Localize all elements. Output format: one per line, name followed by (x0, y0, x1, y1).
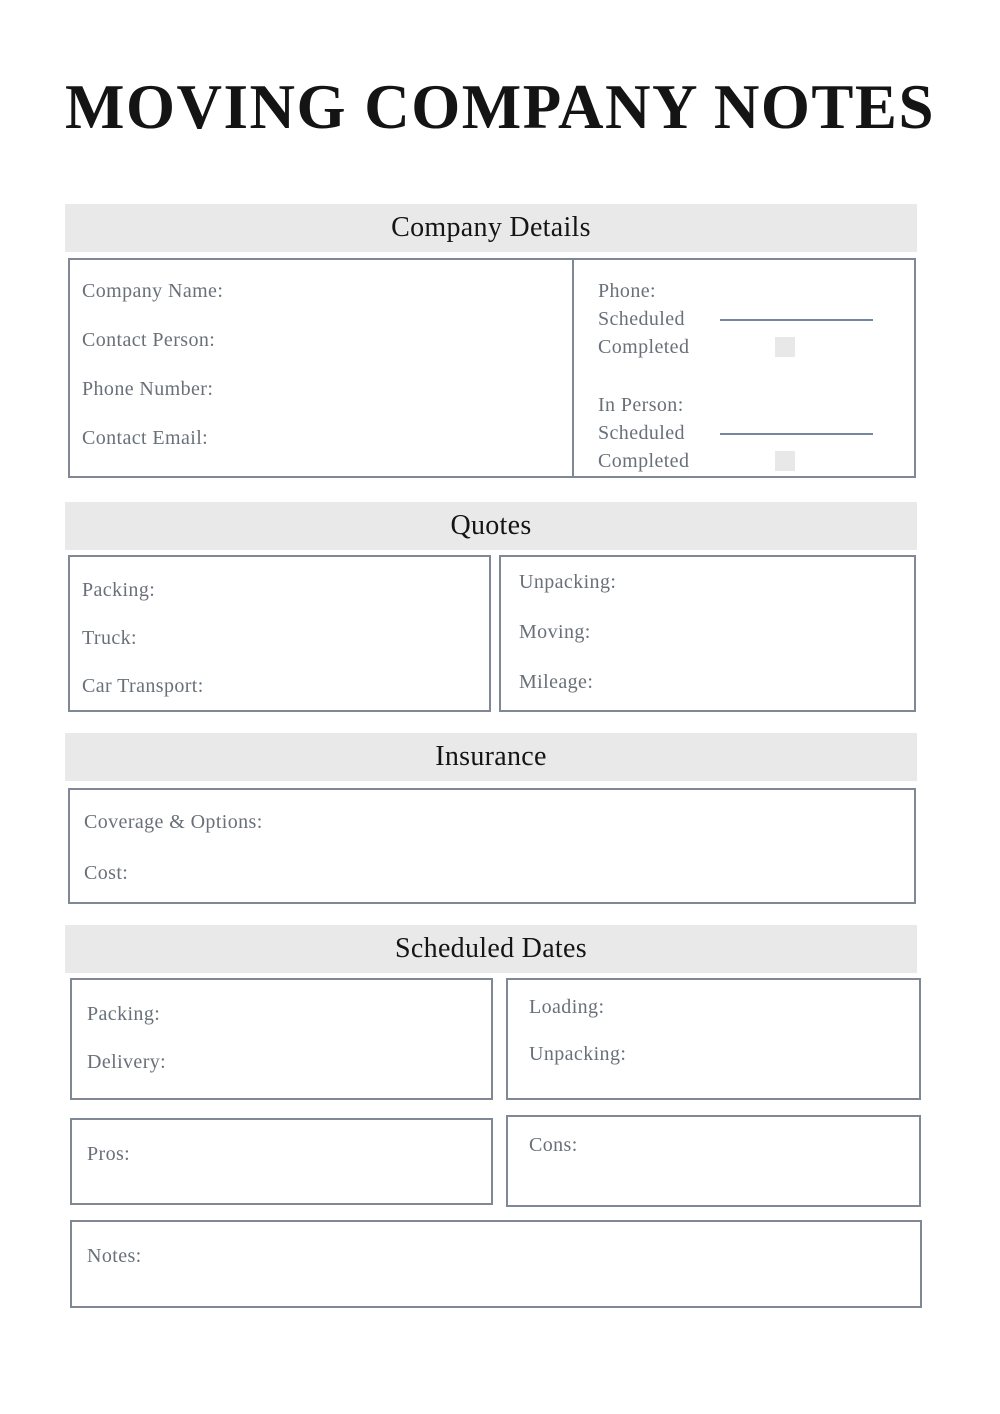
insurance-box (68, 788, 916, 904)
field-label-pros: Pros: (87, 1143, 131, 1165)
right-column-spacer (574, 361, 912, 391)
scheduled-dates-right-box (506, 978, 921, 1100)
field-label-quote-mileage: Mileage: (519, 671, 594, 693)
section-header-company-details: Company Details (65, 204, 917, 252)
field-label-date-loading: Loading: (529, 996, 605, 1018)
in-person-completed-checkbox[interactable] (775, 451, 795, 471)
section-header-scheduled-dates: Scheduled Dates (65, 925, 917, 973)
phone-scheduled-write-line (720, 319, 873, 321)
pros-box (70, 1118, 493, 1205)
page-title: MOVING COMPANY NOTES (65, 72, 935, 142)
field-label-cons: Cons: (529, 1134, 578, 1156)
field-label-phone-number: Phone Number: (82, 378, 214, 400)
field-label-notes: Notes: (87, 1245, 142, 1267)
field-label-date-unpacking: Unpacking: (529, 1043, 627, 1065)
in-person-scheduled-row: Scheduled (574, 419, 912, 447)
quotes-right-box (499, 555, 916, 712)
field-label-coverage-options: Coverage & Options: (84, 811, 263, 833)
field-label-company-name: Company Name: (82, 280, 224, 302)
section-header-quotes: Quotes (65, 502, 917, 550)
in-person-contact-group-label: In Person: (598, 394, 684, 416)
field-label-quote-packing: Packing: (82, 579, 156, 601)
field-label-date-delivery: Delivery: (87, 1051, 167, 1073)
field-label-contact-person: Contact Person: (82, 329, 216, 351)
phone-completed-row: Completed (574, 333, 912, 361)
field-label-quote-car-transport: Car Transport: (82, 675, 204, 697)
field-label-quote-truck: Truck: (82, 627, 138, 649)
company-details-right-column (574, 260, 912, 475)
field-label-contact-email: Contact Email: (82, 427, 209, 449)
notes-box (70, 1220, 922, 1308)
section-header-insurance: Insurance (65, 733, 917, 781)
phone-scheduled-row: Scheduled (574, 305, 912, 333)
scheduled-dates-left-box (70, 978, 493, 1100)
phone-contact-group-label: Phone: (598, 280, 656, 302)
cons-box (506, 1115, 921, 1207)
field-label-insurance-cost: Cost: (84, 862, 129, 884)
company-details-box (68, 258, 916, 478)
field-label-quote-unpacking: Unpacking: (519, 571, 617, 593)
in-person-completed-row: Completed (574, 447, 912, 475)
in-person-scheduled-write-line (720, 433, 873, 435)
field-label-date-packing: Packing: (87, 1003, 161, 1025)
field-label-quote-moving: Moving: (519, 621, 591, 643)
phone-completed-checkbox[interactable] (775, 337, 795, 357)
quotes-left-box (68, 555, 491, 712)
company-details-left-column (70, 260, 584, 476)
